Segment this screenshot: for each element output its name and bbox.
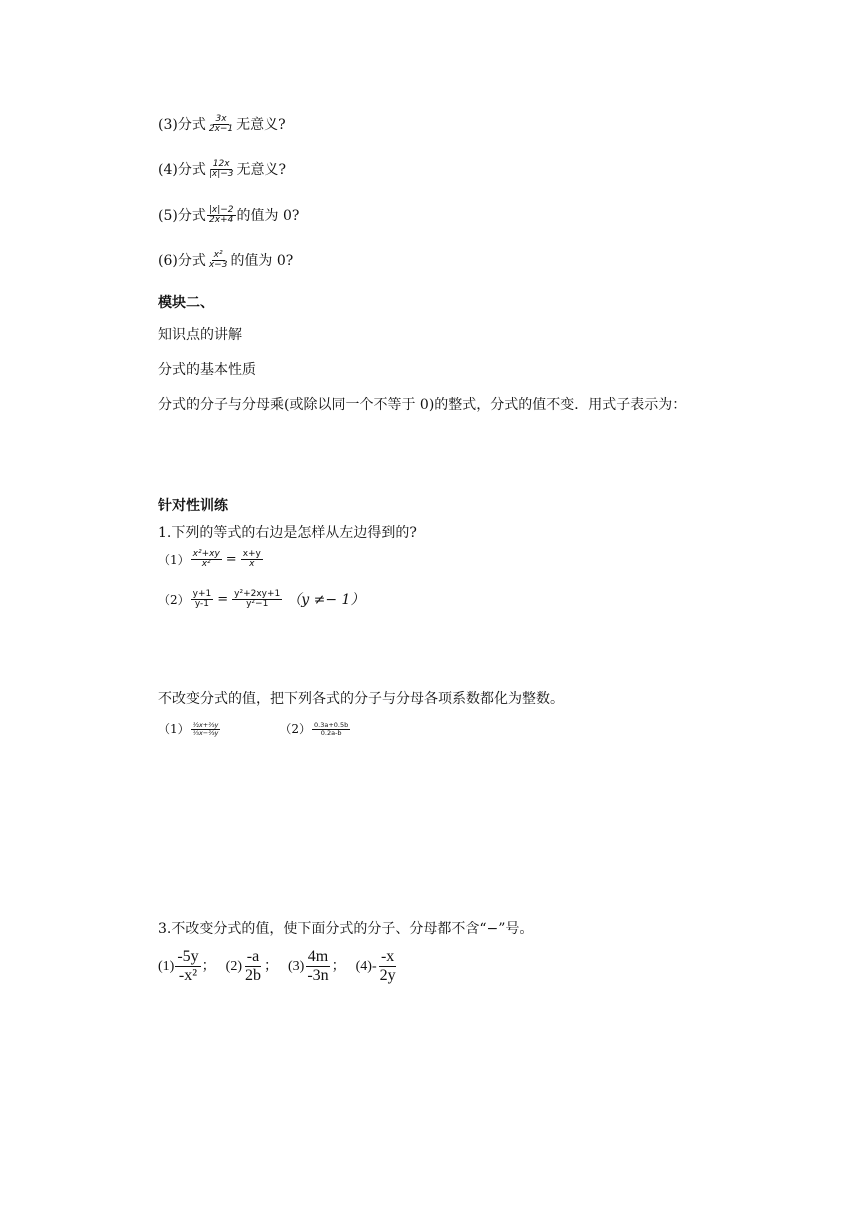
q1a-left-fraction <box>191 550 222 570</box>
q3-3-label: (3) <box>287 958 305 974</box>
q1b-left-fraction <box>191 590 214 610</box>
q3-numerator: 3x <box>215 114 227 124</box>
q3-1-sep: ； <box>201 958 216 974</box>
q1a-label: （1） <box>158 552 190 567</box>
q3-4-fraction <box>378 948 398 986</box>
property-text: 分式的分子与分母乘(或除以同一个不等于 0)的整式，分式的值不变．用式子表示为： <box>158 397 687 413</box>
q2a-denominator: ⅓x−⅔y <box>192 728 219 737</box>
q1b-right-denominator: y²−1 <box>246 599 269 610</box>
q3-2-label: (2) <box>225 958 242 974</box>
q3-2-fraction <box>243 948 263 986</box>
q3-4-denominator: 2y <box>379 967 396 985</box>
q5-prefix: (5)分式 <box>158 207 206 224</box>
q3-fraction <box>207 115 235 135</box>
q3-4-numerator: -x <box>379 948 396 967</box>
q4-prefix: (4)分式 <box>158 161 206 178</box>
q6-prefix: (6)分式 <box>158 252 206 269</box>
q6-suffix: 的值为 0? <box>230 252 294 269</box>
training-heading: 针对性训练 <box>158 498 228 514</box>
q1a-equals: = <box>225 551 237 567</box>
q3-3-numerator: 4m <box>306 948 330 967</box>
question-6 <box>158 251 293 271</box>
q1b-equals: = <box>217 591 229 607</box>
q1b-condition: （y ≠− 1） <box>287 591 365 608</box>
q2a-numerator: ½x+⅔y <box>192 720 219 729</box>
q6-fraction <box>207 251 230 271</box>
training-q1-a <box>158 550 264 570</box>
q3-suffix: 无意义? <box>236 116 286 133</box>
q3-prefix: (3)分式 <box>158 116 206 133</box>
q1b-left-denominator: y-1 <box>194 599 210 610</box>
q6-denominator: x−3 <box>208 260 228 271</box>
question-3 <box>158 115 286 135</box>
q3-1-denominator: -x² <box>178 967 198 985</box>
training-q3-items <box>158 948 399 986</box>
topic-heading: 分式的基本性质 <box>158 362 256 378</box>
q3-4-label: (4)- <box>355 958 377 974</box>
q2b-label: （2） <box>279 722 312 736</box>
q3-2-sep: ； <box>263 958 278 974</box>
q1b-label: （2） <box>158 592 190 607</box>
q3-2-numerator: -a <box>245 948 261 967</box>
q2b-numerator: 0.3a+0.5b <box>314 720 349 729</box>
q2a-label: （1） <box>158 722 190 736</box>
q2b-fraction <box>312 722 350 737</box>
q1a-right-numerator: x+y <box>242 549 261 559</box>
training-q1-text: 1.下列的等式的右边是怎样从左边得到的? <box>158 525 417 541</box>
q1a-right-denominator: x <box>249 559 255 570</box>
q1a-left-denominator: x² <box>201 559 211 570</box>
q4-denominator: |x|−3 <box>208 169 234 180</box>
q4-numerator: 12x <box>212 159 230 169</box>
q1a-left-numerator: x²+xy <box>192 549 220 559</box>
q1b-right-fraction <box>232 590 282 610</box>
q4-suffix: 无意义? <box>236 161 287 178</box>
training-q2-text: 不改变分式的值，把下列各式的分子与分母各项系数都化为整数。 <box>158 691 564 707</box>
training-q1-b <box>158 590 364 610</box>
q5-fraction <box>207 206 236 226</box>
q1a-right-fraction <box>241 550 263 570</box>
q3-3-fraction <box>305 948 330 986</box>
q3-3-sep: ； <box>331 958 346 974</box>
q1b-right-numerator: y²+2xy+1 <box>234 589 281 599</box>
q3-1-numerator: -5y <box>175 948 200 967</box>
q3-2-denominator: 2b <box>244 967 261 985</box>
q3-1-fraction <box>175 948 200 986</box>
question-4 <box>158 160 286 180</box>
q3-denominator: 2x−1 <box>208 124 234 135</box>
q2a-fraction <box>191 722 221 737</box>
knowledge-heading: 知识点的讲解 <box>158 327 242 343</box>
q5-denominator: 2x+4 <box>209 215 234 226</box>
q3-1-label: (1) <box>158 958 175 974</box>
q2b-denominator: 0.2a-b <box>320 728 342 737</box>
q3-3-denominator: -3n <box>307 967 329 985</box>
q5-numerator: |x|−2 <box>208 205 234 215</box>
q1b-left-numerator: y+1 <box>192 589 212 599</box>
training-q2-items <box>158 720 351 738</box>
q5-suffix: 的值为 0? <box>236 207 300 224</box>
question-5 <box>158 206 299 226</box>
q6-numerator: x² <box>213 250 223 260</box>
module2-heading: 模块二、 <box>158 295 214 311</box>
q4-fraction <box>207 160 236 180</box>
training-q3-text: 3.不改变分式的值，使下面分式的分子、分母都不含“−”号。 <box>158 921 534 937</box>
